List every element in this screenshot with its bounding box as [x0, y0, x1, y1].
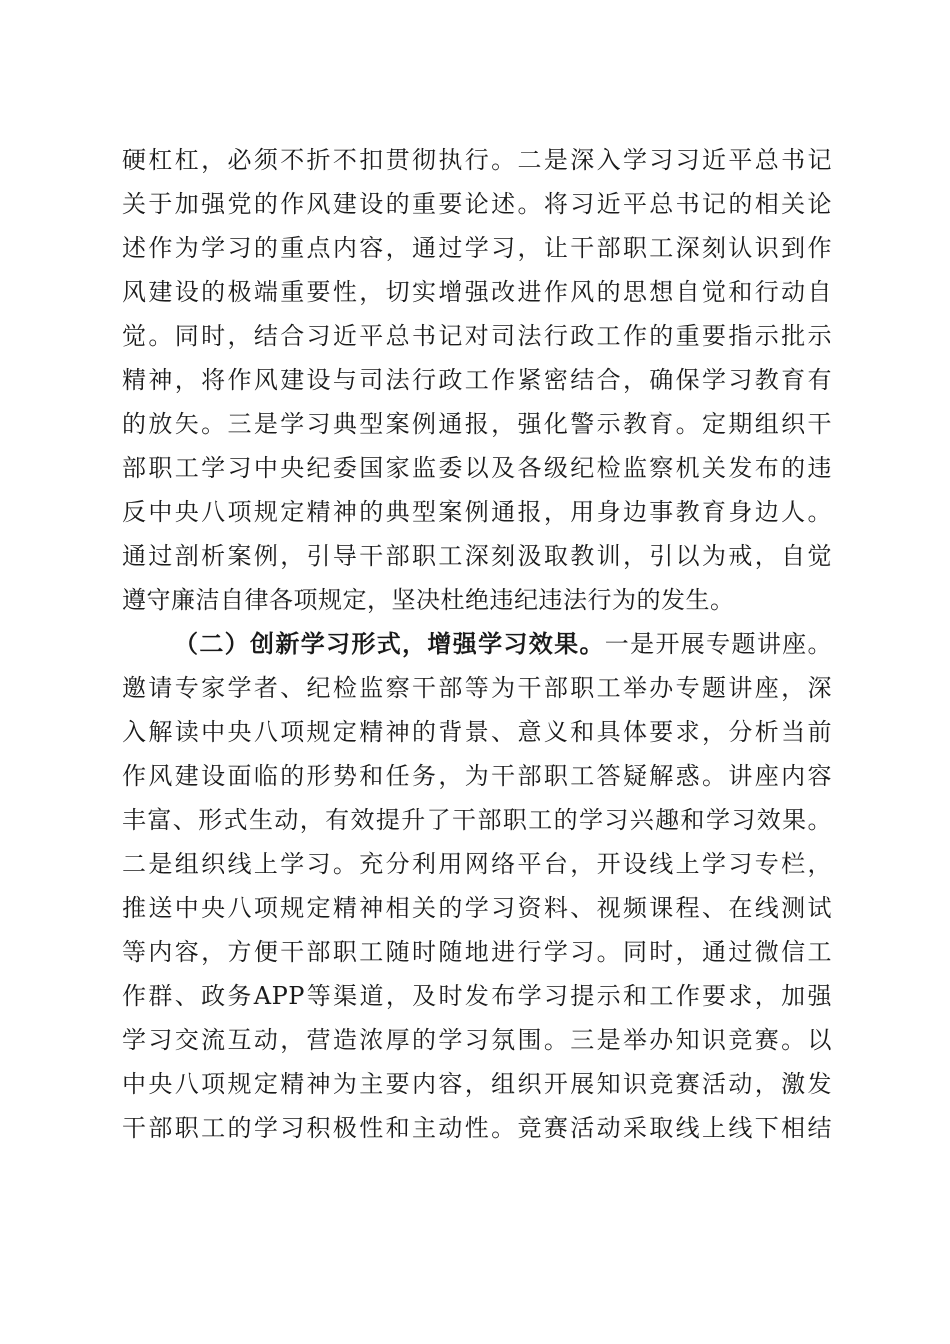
body-text-line: 部职工学习中央纪委国家监委以及各级纪检监察机关发布的违 [122, 454, 832, 482]
body-text-line: 推送中央八项规定精神相关的学习资料、视频课程、在线测试 [122, 894, 832, 922]
section-heading: （二）创新学习形式，增强学习效果。 [174, 629, 605, 658]
body-text-line: 述作为学习的重点内容，通过学习，让干部职工深刻认识到作 [122, 234, 832, 262]
body-text-line: 二是组织线上学习。充分利用网络平台，开设线上学习专栏， [122, 850, 832, 878]
section-heading-continuation: 一是开展专题讲座。 [604, 630, 833, 658]
body-text-line: 通过剖析案例，引导干部职工深刻汲取教训，引以为戒，自觉 [122, 542, 832, 570]
body-text-line: 觉。同时，结合习近平总书记对司法行政工作的重要指示批示 [122, 322, 832, 350]
body-text-line: 的放矢。三是学习典型案例通报，强化警示教育。定期组织干 [122, 410, 832, 438]
body-text-line: 硬杠杠，必须不折不扣贯彻执行。二是深入学习习近平总书记 [122, 146, 832, 174]
body-text-line: 学习交流互动，营造浓厚的学习氛围。三是举办知识竞赛。以 [122, 1026, 832, 1054]
body-text-line: 遵守廉洁自律各项规定，坚决杜绝违纪违法行为的发生。 [122, 586, 735, 614]
body-text-line: 邀请专家学者、纪检监察干部等为干部职工举办专题讲座，深 [122, 674, 832, 702]
body-text-line: 等内容，方便干部职工随时随地进行学习。同时，通过微信工 [122, 938, 832, 966]
body-text-line: 关于加强党的作风建设的重要论述。将习近平总书记的相关论 [122, 190, 832, 218]
section-heading-line [174, 624, 832, 664]
body-text-line: 反中央八项规定精神的典型案例通报，用身边事教育身边人。 [122, 498, 832, 526]
body-text-line: 精神，将作风建设与司法行政工作紧密结合，确保学习教育有 [122, 366, 832, 394]
body-text-line: 中央八项规定精神为主要内容，组织开展知识竞赛活动，激发 [122, 1070, 832, 1098]
body-text-line: 干部职工的学习积极性和主动性。竞赛活动采取线上线下相结 [122, 1114, 832, 1142]
body-text-line: 作风建设面临的形势和任务，为干部职工答疑解惑。讲座内容 [122, 762, 832, 790]
body-text-line: 作群、政务APP等渠道，及时发布学习提示和工作要求，加强 [122, 982, 832, 1010]
body-text-line: 入解读中央八项规定精神的背景、意义和具体要求，分析当前 [122, 718, 832, 746]
body-text-line: 风建设的极端重要性，切实增强改进作风的思想自觉和行动自 [122, 278, 832, 306]
body-text-line: 丰富、形式生动，有效提升了干部职工的学习兴趣和学习效果。 [122, 806, 832, 834]
